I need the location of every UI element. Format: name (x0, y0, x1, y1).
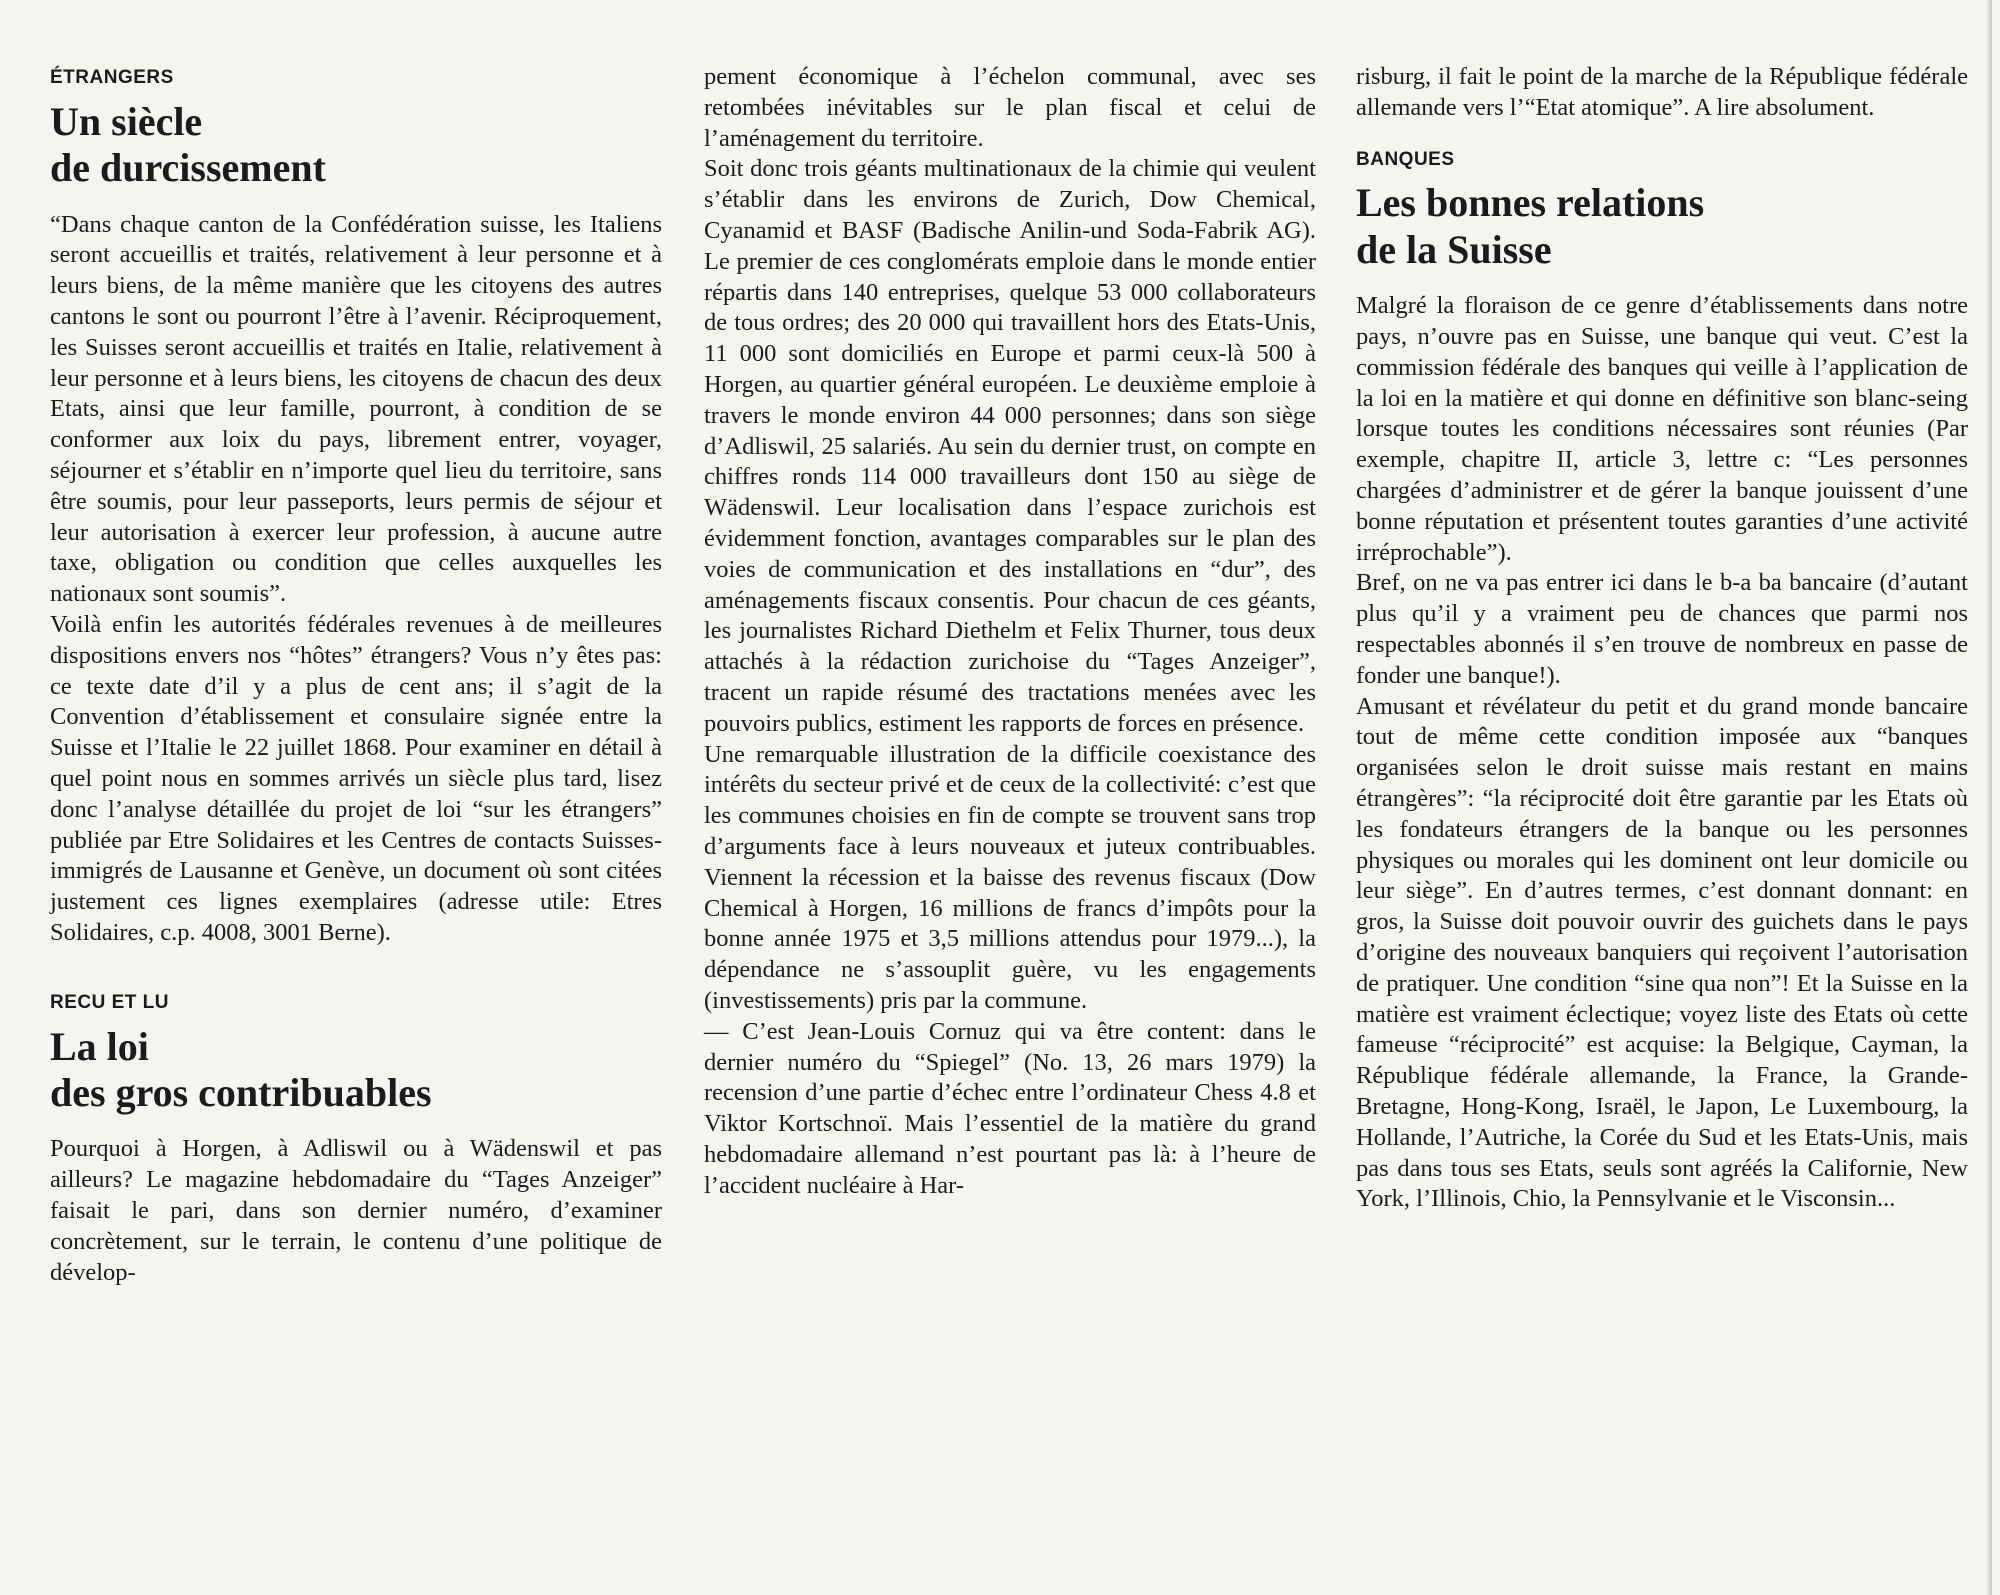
column-3 (1356, 62, 1968, 1215)
headline-recu-line1: La loi (50, 1023, 149, 1069)
paragraph-etrangers-1: “Dans chaque canton de la Confédération suisse, les Italiens seront accueillis et traités, relativement à leur personne et à leurs biens, de la même manière que les citoyens des autres cantons le sont ou pourront l’être à l’avenir. Réciproquement, les Suisses seront accueillis et traités en Italie, relativement à leur personne et à leurs biens, les citoyens de chacun des deux Etats, ainsi que leur famille, pourront, à condition de se conformer aux loix du pays, librement entrer, voyager, séjourner et s’établir en n’importe quel lieu du territoire, sans être soumis, pour leur passeports, leurs permis de séjour et leur autorisation à exercer leur profession, à aucune autre taxe, obligation ou condition que celles auxquelles les nationaux sont soumis”. (50, 210, 662, 608)
headline-banques (1356, 180, 1968, 273)
column-1 (50, 62, 662, 1288)
paragraph-recu-4: Une remarquable illustration de la difficile coexistance des intérêts du secteur privé et de ceux de la collectivité: c’est que les communes choisies en fin de compte se trouvent sans trop d’arguments face à leurs nouveaux et juteux contribuables. Viennent la récession et la baisse des revenus fiscaux (Dow Chemical à Horgen, 16 millions de francs d’impôts pour la bonne année 1975 et 3,5 millions attendus pour 1979...), la dépendance ne s’assouplit guère, vu les engagements (investissements) pris par la commune. (704, 740, 1316, 1014)
paragraph-recu-3: Soit donc trois géants multinationaux de la chimie qui veulent s’établir dans les environs de Zurich, Dow Chemical, Cyanamid et BASF (Badische Anilin-und Soda-Fabrik AG). Le premier de ces conglomérats emploie dans le monde entier répartis dans 140 entreprises, quelque 53 000 collaborateurs de tous ordres; des 20 000 qui travaillent hors des Etats-Unis, 11 000 sont domiciliés en Europe et parmi ceux-là 500 à Horgen, au quartier général européen. Le deuxième emploie à travers le monde environ 44 000 personnes; dans son siège d’Adliswil, 25 salariés. Au sein du dernier trust, on compte en chiffres ronds 114 000 travailleurs dont 150 au siège de Wädenswil. Leur localisation dans l’espace zurichois est évidemment fonction, avantages comparables sur le plan des voies de communication et des installations en “dur”, des aménagements fiscaux consentis. Pour chacun de ces géants, les journalistes Richard Diethelm et Felix Thurner, tous deux attachés à la rédaction zurichoise du “Tages Anzeiger”, tracent un rapide résumé des tractations menées avec les pouvoirs publics, estiment les rapports de forces en présence. (704, 155, 1316, 737)
headline-etrangers-line2: de durcissement (50, 145, 326, 191)
headline-etrangers-line1: Un siècle (50, 98, 203, 144)
scan-page-edge (1986, 0, 1992, 1595)
headline-recu (50, 1024, 662, 1117)
paragraph-banques-3: Amusant et révélateur du petit et du grand monde bancaire tout de même cette condition imposée aux “banques organisées selon le droit suisse mais restant en mains étrangères”: “la réciprocité doit être garantie par les Etats où les fondateurs étrangers de la banque ou les personnes physiques ou morales qui les dominent ont leur domicile ou leur siège”. En d’autres termes, c’est donnant donnant: en gros, la Suisse doit pouvoir ouvrir des guichets dans le pays d’origine des nouveaux banquiers qui reçoivent l’autorisation de pratiquer. Une condition “sine qua non”! Et la Suisse en la matière est vraiment éclectique; voyez liste des Etats où cette fameuse “réciprocité” est acquise: la Belgique, Cayman, la République fédérale allemande, la France, la Grande-Bretagne, Hong-Kong, Israël, le Japon, Le Luxembourg, la Hollande, l’Autriche, la Corée du Sud et les Etats-Unis, mais pas dans tous ses Etats, seuls sont agréés la Californie, New York, l’Illinois, Chio, la Pennsylvanie et le Visconsin... (1356, 692, 1968, 1213)
paragraph-recu-6: risburg, il fait le point de la marche de la République fédérale allemande vers l’“Etat atomique”. A lire absolument. (1356, 63, 1968, 121)
kicker-etrangers: ÉTRANGERS (50, 67, 174, 88)
paragraph-banques-2: Bref, on ne va pas entrer ici dans le b-a ba bancaire (d’autant plus qu’il y a vraiment peu de chances que parmi nos respectables abonnés il s’en trouve de nombreux en passe de fonder une banque!). (1356, 569, 1968, 689)
headline-banques-line2: de la Suisse (1356, 226, 1552, 272)
headline-recu-line2: des gros contribuables (50, 1070, 432, 1116)
kicker-banques: BANQUES (1356, 148, 1455, 170)
kicker-recu: RECU ET LU (50, 991, 169, 1013)
headline-banques-line1: Les bonnes relations (1356, 180, 1705, 226)
headline-etrangers (50, 99, 662, 192)
paragraph-recu-2: pement économique à l’échelon communal, avec ses retombées inévitables sur le plan fiscal et celui de l’aménagement du territoire. (704, 63, 1316, 152)
paragraph-recu-1: Pourquoi à Horgen, à Adliswil ou à Wädenswil et pas ailleurs? Le magazine hebdomadaire du “Tages Anzeiger” faisait le pari, dans son dernier numéro, d’examiner concrètement, sur le terrain, le contenu d’une politique de dévelop- (50, 1135, 662, 1286)
paragraph-banques-1: Malgré la floraison de ce genre d’établissements dans notre pays, n’ouvre pas en Suisse, une banque qui veut. C’est la commission fédérale des banques qui veille à l’application de la loi en la matière et qui donne en définitive son blanc-seing lorsque toutes les conditions nécessaires sont réunies (Par exemple, chapitre II, article 3, lettre c: “Les personnes chargées d’administrer et de gérer la banque jouissent d’une bonne réputation et présentent toutes garanties d’une activité irréprochable”). (1356, 292, 1968, 566)
column-2 (704, 62, 1316, 1201)
paragraph-recu-5: — C’est Jean-Louis Cornuz qui va être content: dans le dernier numéro du “Spiegel” (No. 13, 26 mars 1979) la recension d’une partie d’échec entre l’ordinateur Chess 4.8 et Viktor Kortschnoï. Mais l’essentiel de la matière du grand hebdomadaire allemand n’est pourtant pas là: à l’heure de l’accident nucléaire à Har- (704, 1017, 1316, 1199)
paragraph-etrangers-2: Voilà enfin les autorités fédérales revenues à de meilleures dispositions envers nos “hôtes” étrangers? Vous n’y êtes pas: ce texte date d’il y a plus de cent ans; il s’agit de la Convention d’établissement et consulaire signée entre la Suisse et l’Italie le 22 juillet 1868. Pour examiner en détail à quel point nous en sommes arrivés un siècle plus tard, lisez donc l’analyse détaillée du projet de loi “sur les étrangers” publiée par Etre Solidaires et les Centres de contacts Suisses-immigrés de Lausanne et Genève, un document où sont citées justement ces lignes exemplaires (adresse utile: Etres Solidaires, c.p. 4008, 3001 Berne). (50, 611, 662, 946)
